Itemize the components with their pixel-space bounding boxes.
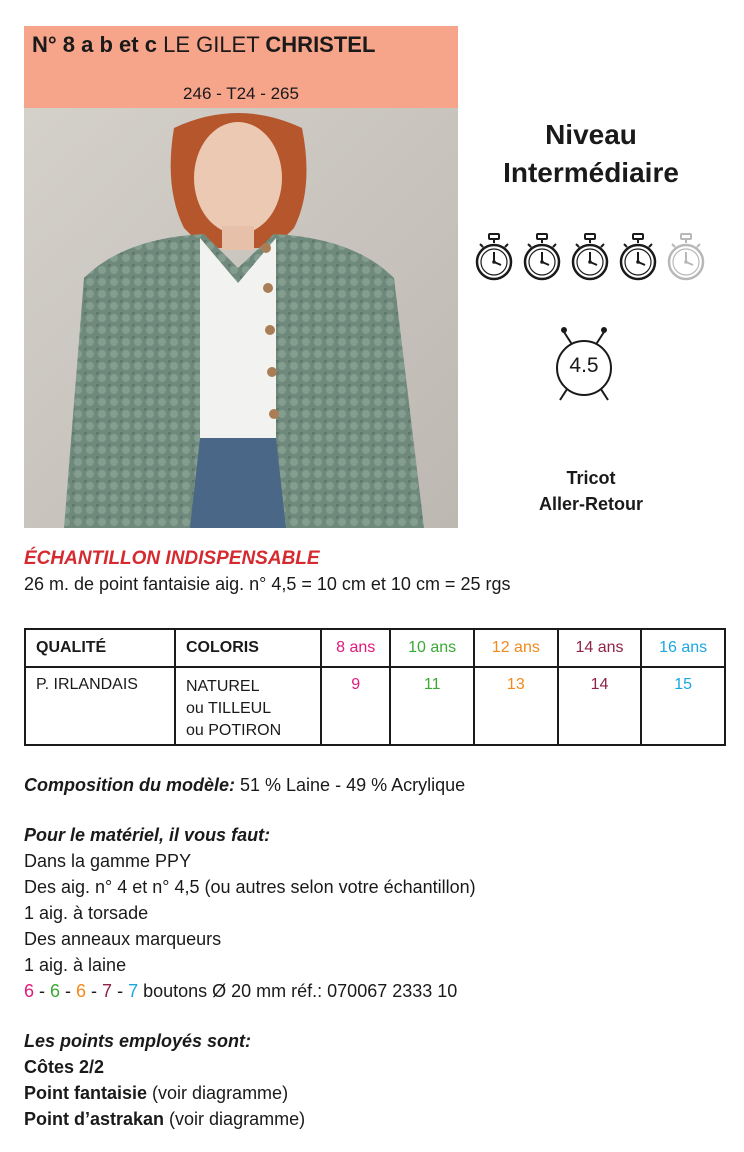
stitch-name: Point d’astrakan <box>24 1109 165 1129</box>
size-header: 14 ans <box>558 629 642 667</box>
color-option: ou TILLEUL <box>186 700 272 717</box>
size-header: 16 ans <box>641 629 725 667</box>
stopwatch-icon <box>666 232 706 282</box>
pattern-references: 246 - T24 - 265 <box>183 84 299 103</box>
material-item: 1 aig. à torsade <box>24 903 149 923</box>
difficulty-value: Intermédiaire <box>503 157 679 188</box>
stopwatch-icon <box>474 232 514 282</box>
stitch-name: Côtes 2/2 <box>24 1057 105 1077</box>
colors-cell <box>175 667 321 745</box>
skein-count-cell: 14 <box>558 667 642 745</box>
stitches-label: Les points employés sont: <box>24 1031 252 1051</box>
size-header: 8 ans <box>321 629 390 667</box>
stitch-name: Point fantaisie <box>24 1083 148 1103</box>
button-count: 7 <box>102 981 113 1001</box>
table-row <box>25 667 725 745</box>
size-header: 12 ans <box>474 629 558 667</box>
skein-count-cell: 9 <box>321 667 390 745</box>
buttons-item: 6 - 6 - 6 - 7 - 7 boutons Ø 20 mm réf.: 070067 2333 10 <box>24 981 458 1001</box>
size-header: 10 ans <box>390 629 474 667</box>
button-count: 7 <box>128 981 139 1001</box>
stitch-item <box>24 1054 305 1080</box>
color-option: NATUREL <box>186 678 260 695</box>
pattern-title <box>32 32 452 58</box>
skein-count-cell: 15 <box>641 667 725 745</box>
composition-value: 51 % Laine - 49 % Acrylique <box>235 775 466 795</box>
stopwatch-icon <box>618 232 658 282</box>
material-item: 1 aig. à laine <box>24 955 127 975</box>
stitch-item <box>24 1106 305 1132</box>
stopwatch-icon <box>570 232 610 282</box>
stitch-note: (voir diagramme) <box>147 1083 289 1103</box>
stitch-note: (voir diagramme) <box>164 1109 306 1129</box>
pattern-type: LE GILET <box>163 32 260 57</box>
difficulty-rating <box>474 232 714 284</box>
button-count: 6 <box>50 981 61 1001</box>
needle-size: 4.5 <box>569 354 599 377</box>
composition <box>24 772 465 798</box>
material-item: Des anneaux marqueurs <box>24 929 222 949</box>
difficulty-level <box>478 116 704 192</box>
skein-count-cell: 11 <box>390 667 474 745</box>
gauge-title: ÉCHANTILLON INDISPENSABLE <box>24 548 320 569</box>
difficulty-label: Niveau <box>545 119 637 150</box>
gauge-text: 26 m. de point fantaisie aig. n° 4,5 = 10 cm et 10 cm = 25 rgs <box>24 574 511 594</box>
model-photo <box>24 108 458 528</box>
pattern-name: CHRISTEL <box>265 32 376 57</box>
pattern-number: N° 8 a b et c <box>32 32 157 57</box>
button-count: 6 <box>24 981 35 1001</box>
table-header-row <box>25 629 725 667</box>
needle-size-badge <box>548 320 620 404</box>
composition-label: Composition du modèle: <box>24 775 235 795</box>
button-count: 6 <box>76 981 87 1001</box>
materials-label: Pour le matériel, il vous faut: <box>24 825 271 845</box>
buttons-description: boutons Ø 20 mm réf.: 070067 2333 10 <box>138 981 458 1001</box>
material-item: Dans la gamme PPY <box>24 851 192 871</box>
quality-cell: P. IRLANDAIS <box>25 667 175 745</box>
material-item: Des aig. n° 4 et n° 4,5 (ou autres selon votre échantillon) <box>24 877 476 897</box>
stitches-section <box>24 1028 305 1132</box>
skein-count-cell: 13 <box>474 667 558 745</box>
quality-header: QUALITÉ <box>25 629 175 667</box>
pattern-header <box>24 26 458 108</box>
materials-section <box>24 822 476 1004</box>
stitch-item <box>24 1080 305 1106</box>
technique-line-1: Tricot <box>566 468 616 488</box>
color-option: ou POTIRON <box>186 722 282 739</box>
yarn-quantity-table <box>24 628 726 746</box>
knitting-technique <box>478 465 704 517</box>
technique-line-2: Aller-Retour <box>538 494 643 514</box>
stopwatch-icon <box>522 232 562 282</box>
colors-header: COLORIS <box>175 629 321 667</box>
